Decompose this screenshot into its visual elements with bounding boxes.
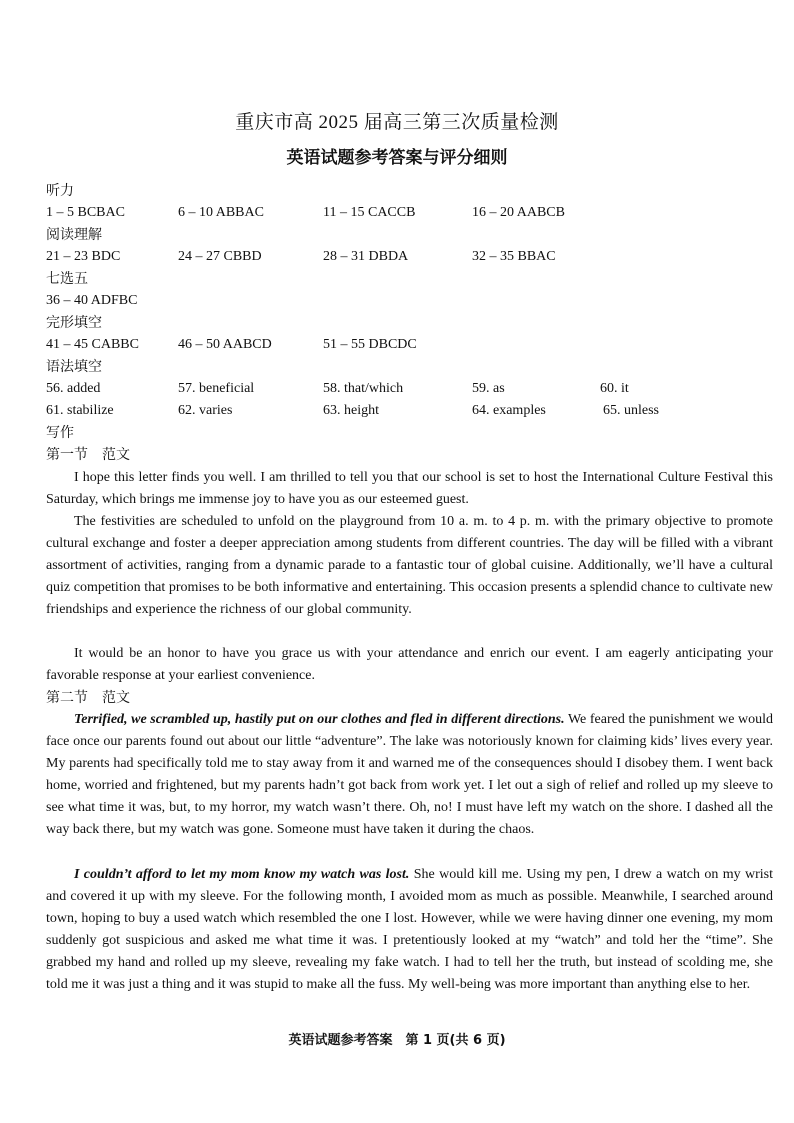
answer-grammar-57: 57. beneficial (178, 381, 255, 396)
section-part1: 第一节 范文 (46, 447, 130, 463)
answer-reading-4: 32 – 35 BBAC (472, 249, 556, 264)
answer-grammar-62: 62. varies (178, 403, 233, 418)
answer-cloze-2: 46 – 50 AABCD (178, 337, 272, 352)
section-seven: 七选五 (46, 271, 88, 287)
answer-listening-1: 1 – 5 BCBAC (46, 205, 125, 220)
essay2-paragraph-2-body: She would kill me. Using my pen, I drew a watch on my wrist and covered it up with my sleeve. For the following month, I avoided mom as much as possible. Meanwhile, I searched around town, hoping to buy a used watch which resembled the one I lost. However, while we were having dinner one evening, my mom suddenly got suspicious and asked me what time it was. I pretentiously looked at my “watch” and told her the “time”. She grabbed my hand and rolled up my sleeve, revealing my fake watch. I had to tell her the truth, but instead of scolding me, she told me it was just a thing and it was stupid to make all the fuss. My well-being was more important than anything else to her. (46, 867, 773, 993)
essay1-paragraph-2: The festivities are scheduled to unfold on the playground from 10 a. m. to 4 p. m. with the primary objective to promote cultural exchange and foster a deeper appreciation among students from different countries. The day will be filled with a vibrant assortment of activities, ranging from a dynamic parade to a fantastic tour of global cuisine. Additionally, we’ll have a cultural quiz competition that promises to be both informative and entertaining. This occasion presents a splendid chance to cultivate new friendships and experience the richness of our global community. (46, 514, 773, 618)
answer-cloze-1: 41 – 45 CABBC (46, 337, 139, 352)
answer-reading-3: 28 – 31 DBDA (323, 249, 409, 264)
answer-grammar-61: 61. stabilize (46, 403, 114, 418)
essay2-paragraph-1-body: We feared the punishment we would face once our parents found out about our little “adventure”. The lake was notoriously known for claiming kids’ lives every year. My parents had specifically told me to stay away from it and warned me of the consequences should I disobey them. I went back home, worried and frightened, but my parents hadn’t got back from work yet. I let out a sigh of relief and rolled up my sleeve to see what time it was, but, to my horror, my watch wasn’t there. Oh, no! I must have left my watch on the shore. I dashed all the way back there, but my watch was gone. Someone must have taken it during the chaos. (46, 712, 774, 838)
answer-grammar-63: 63. height (323, 403, 379, 418)
section-part2: 第二节 范文 (46, 690, 130, 706)
answer-grammar-58: 58. that/which (323, 381, 404, 396)
essay2-paragraph-2 (46, 864, 773, 997)
page-title: 重庆市高 2025 届高三第三次质量检测 (235, 112, 559, 133)
section-listening: 听力 (46, 183, 74, 199)
answer-grammar-56: 56. added (46, 381, 101, 396)
section-writing: 写作 (46, 425, 74, 441)
page-footer: 英语试题参考答案 第 1 页(共 6 页) (288, 1033, 506, 1048)
answer-listening-4: 16 – 20 AABCB (472, 205, 565, 220)
section-grammar: 语法填空 (46, 359, 102, 375)
answer-grammar-60: 60. it (600, 381, 629, 396)
answer-listening-2: 6 – 10 ABBAC (178, 205, 264, 220)
section-cloze: 完形填空 (46, 315, 102, 331)
essay1-paragraph-3: It would be an honor to have you grace us with your attendance and enrich our event. I am eagerly anticipating your favorable response at your earliest convenience. (46, 646, 773, 684)
essay1-paragraph-1: I hope this letter finds you well. I am thrilled to tell you that our school is set to host the International Culture Festival this Saturday, which brings me immense joy to have you as our esteemed guest. (46, 470, 773, 508)
answer-grammar-65: 65. unless (603, 403, 659, 418)
answer-grammar-64: 64. examples (472, 403, 546, 418)
page-subtitle: 英语试题参考答案与评分细则 (286, 148, 508, 168)
essay2-paragraph-2-lead: I couldn’t afford to let my mom know my watch was lost. (74, 867, 410, 882)
essay2-paragraph-1-lead: Terrified, we scrambled up, hastily put on our clothes and fled in different directions. (74, 712, 565, 727)
essay2-paragraph-1 (46, 709, 773, 842)
answer-reading-1: 21 – 23 BDC (46, 249, 121, 264)
answer-grammar-59: 59. as (472, 381, 505, 396)
answer-seven-1: 36 – 40 ADFBC (46, 293, 138, 308)
answer-reading-2: 24 – 27 CBBD (178, 249, 262, 264)
answer-listening-3: 11 – 15 CACCB (323, 205, 416, 220)
section-reading: 阅读理解 (46, 227, 102, 243)
answer-cloze-3: 51 – 55 DBCDC (323, 337, 417, 352)
